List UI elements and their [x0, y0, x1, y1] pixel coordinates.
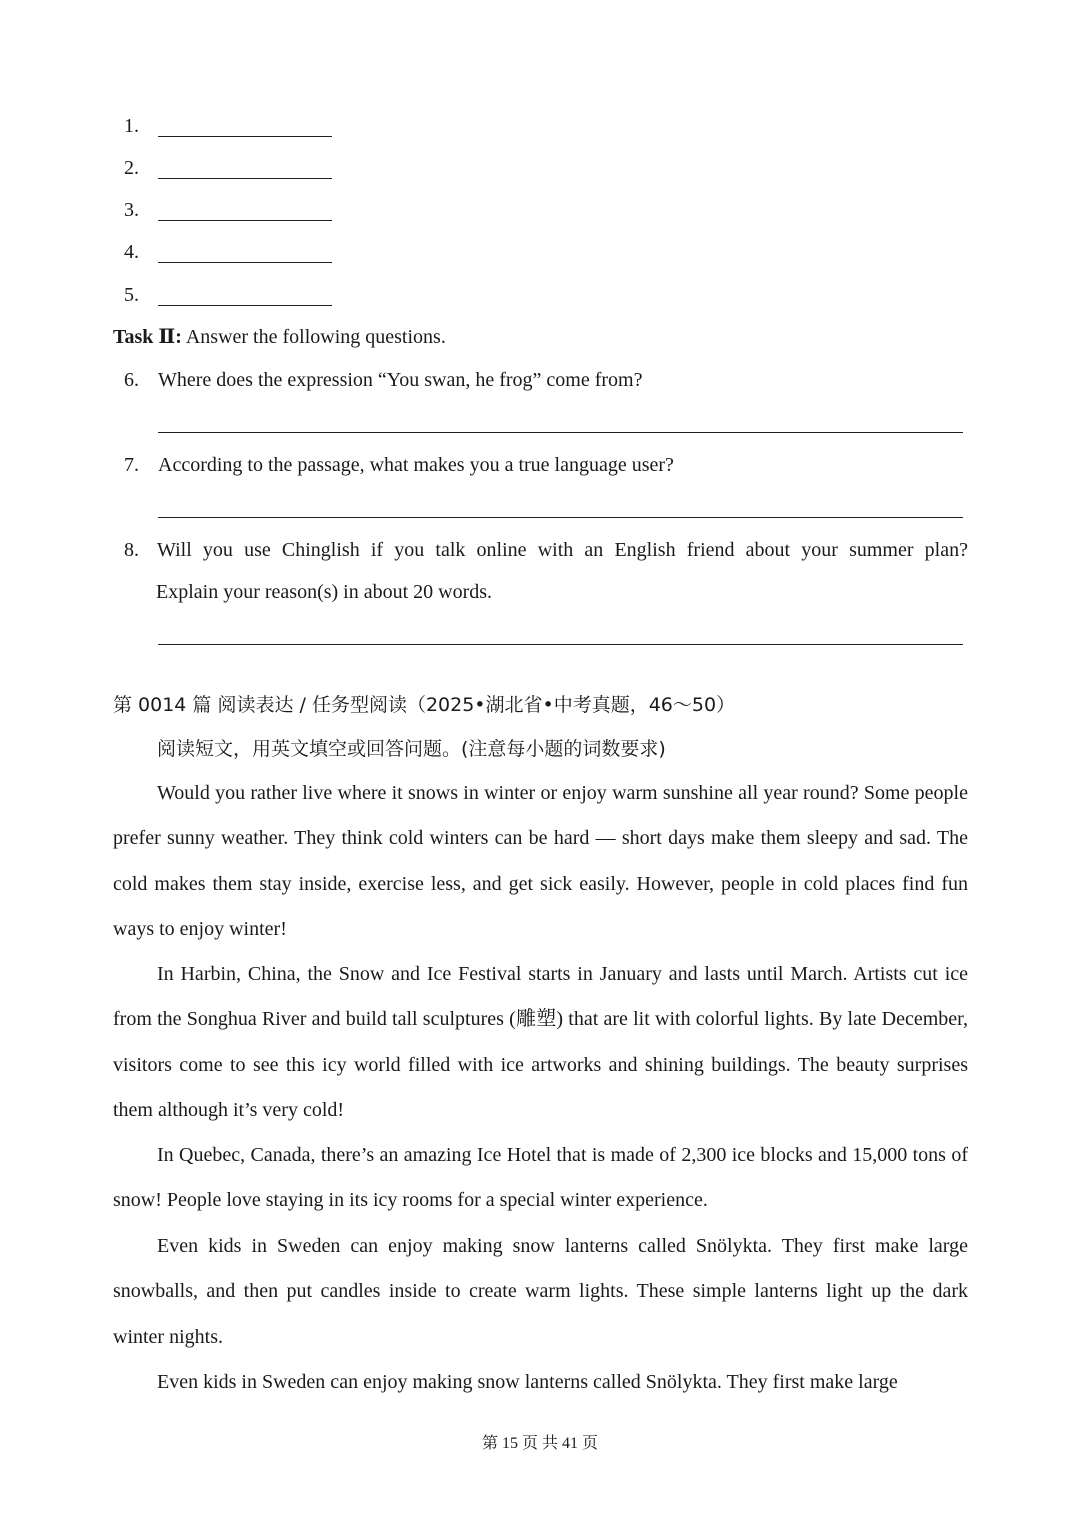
question-6-number: 6. [124, 369, 139, 391]
blank-rule [158, 220, 332, 221]
question-6-text: Where does the expression “You swan, he frog” come from? [158, 369, 643, 391]
blank-number: 2. [124, 157, 139, 179]
task-2-heading [113, 325, 446, 349]
answer-blank-4[interactable] [124, 240, 334, 266]
blank-rule [158, 262, 332, 263]
passage-paragraph-1: Would you rather live where it snows in winter or enjoy warm sunshine all year round? Some people prefer sunny weather. They think cold winters can be hard — short days make them sleepy and sad. The cold makes them stay inside, exercise less, and get sick easily. However, people in cold places find fun ways to enjoy winter! [113, 782, 968, 940]
page-footer: 第 15 页 共 41 页 [481, 1435, 598, 1452]
answer-blank-1[interactable] [124, 114, 334, 140]
passage-paragraph-4: Even kids in Sweden can enjoy making snow lanterns called Snölykta. They first make large snowballs, and then put candles inside to create warm lights. These simple lanterns light up the dark winter nights. [113, 1235, 968, 1348]
answer-blank-5[interactable] [124, 283, 334, 309]
question-7-number: 7. [124, 454, 139, 476]
section-instruction: 阅读短文，用英文填空或回答问题。(注意每小题的词数要求) [157, 738, 666, 760]
blank-number: 4. [124, 241, 139, 263]
blank-number: 3. [124, 199, 139, 221]
question-8-answer-line[interactable] [158, 644, 963, 645]
blank-rule [158, 305, 332, 306]
passage-paragraph-5: Even kids in Sweden can enjoy making snow lanterns called Snölykta. They first make large [157, 1371, 898, 1393]
question-8-text-line-2: Explain your reason(s) in about 20 words. [156, 581, 493, 603]
question-6-answer-line[interactable] [158, 432, 963, 433]
question-8-text-line-1: Will you use Chinglish if you talk online with an English friend about your summer plan? [157, 539, 968, 561]
answer-blank-3[interactable] [124, 198, 334, 224]
question-7-answer-line[interactable] [158, 517, 963, 518]
blank-rule [158, 136, 332, 137]
answer-blank-2[interactable] [124, 156, 334, 182]
question-8-number: 8. [124, 539, 139, 561]
task-2-instruction: Answer the following questions. [185, 326, 446, 348]
section-title: 第 0014 篇 阅读表达 / 任务型阅读（2025•湖北省•中考真题，46～50） [113, 694, 736, 716]
blank-rule [158, 178, 332, 179]
task-2-label: Task Ⅱ: [113, 326, 182, 348]
question-7-text: According to the passage, what makes you a true language user? [158, 454, 674, 476]
blank-number: 5. [124, 284, 139, 306]
passage-paragraph-2: In Harbin, China, the Snow and Ice Festival starts in January and lasts until March. Artists cut ice from the Songhua River and build tall sculptures (雕塑) that are lit with colorful lights. By late December, visitors come to see this icy world filled with ice artworks and shining buildings. The beauty surprises them although it’s very cold! [113, 963, 968, 1121]
blank-number: 1. [124, 115, 139, 137]
passage-paragraph-3: In Quebec, Canada, there’s an amazing Ice Hotel that is made of 2,300 ice blocks and 15,000 tons of snow! People love staying in its icy rooms for a special winter experience. [113, 1144, 968, 1212]
